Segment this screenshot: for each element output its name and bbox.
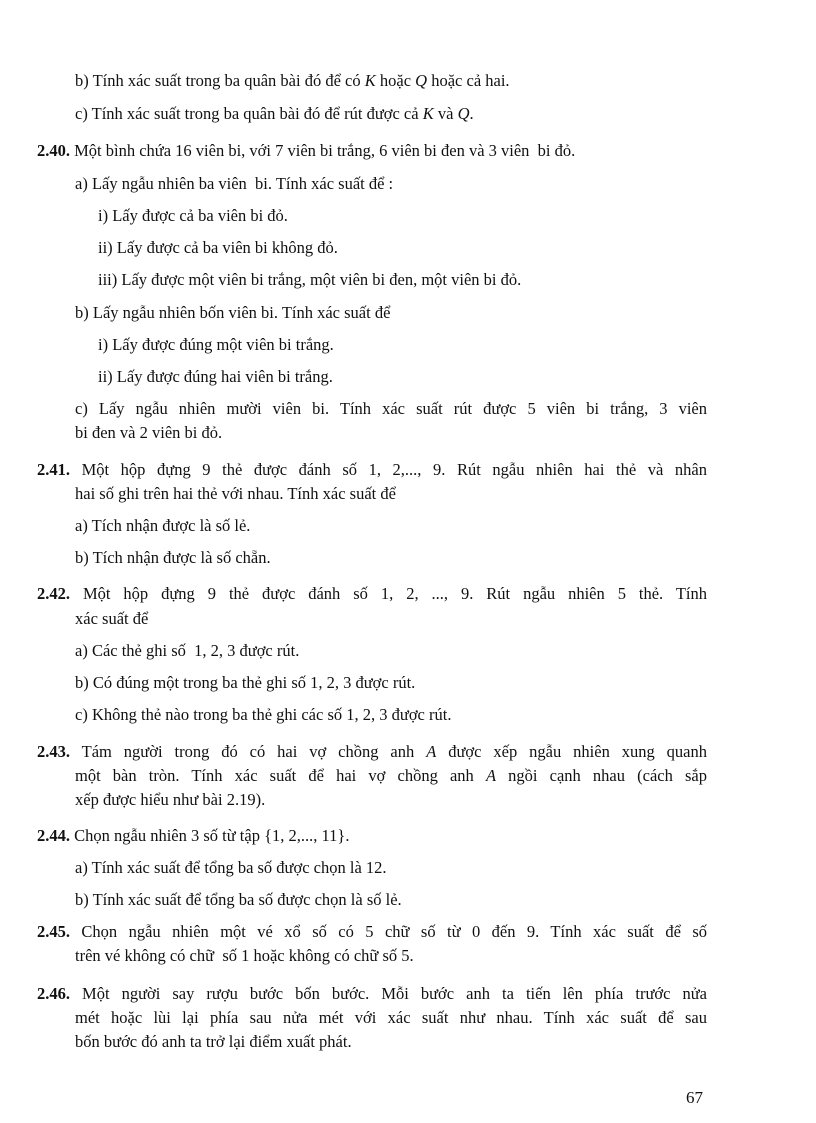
exercise-2-42-part-c: c) Không thẻ nào trong ba thẻ ghi các số 1, 2, 3 được rút. [75,705,452,724]
exercise-2-42-part-b: b) Có đúng một trong ba thẻ ghi số 1, 2, 3 được rút. [75,673,416,692]
exercise-2-40-a-i: i) Lấy được cả ba viên bi đỏ. [98,206,288,225]
exercise-2-40-statement: 2.40. Một bình chứa 16 viên bi, với 7 viên bi trắng, 6 viên bi đen và 3 viên bi đỏ. [37,141,576,160]
exercise-2-45-statement-cont: trên vé không có chữ số 1 hoặc không có chữ số 5. [75,946,414,965]
exercise-2-43-statement-end: xếp được hiểu như bài 2.19). [75,790,266,809]
exercise-2-46-statement-end: bốn bước đó anh ta trở lại điểm xuất phát. [75,1032,352,1051]
exercise-2-42-statement-cont: xác suất để [75,609,149,628]
exercise-2-42-statement: 2.42. Một hộp đựng 9 thẻ được đánh số 1, 2, ..., 9. Rút ngẫu nhiên 5 thẻ. Tính [37,584,707,603]
exercise-2-45-statement: 2.45. Chọn ngẫu nhiên một vé xổ số có 5 chữ số từ 0 đến 9. Tính xác suất để số [37,922,707,941]
exercise-2-44-part-a: a) Tính xác suất để tổng ba số được chọn là 12. [75,858,387,877]
exercise-2-40-part-a: a) Lấy ngẫu nhiên ba viên bi. Tính xác suất để : [75,174,394,193]
exercise-2-43-statement: 2.43. Tám người trong đó có hai vợ chồng anh A được xếp ngẫu nhiên xung quanh [37,742,708,761]
exercise-2-40-b-ii: ii) Lấy được đúng hai viên bi trắng. [98,367,333,386]
exercise-2-40-a-ii: ii) Lấy được cả ba viên bi không đỏ. [98,238,338,257]
exercise-2-40-part-b: b) Lấy ngẫu nhiên bốn viên bi. Tính xác suất để [75,303,391,322]
exercise-2-40-part-c: c) Lấy ngẫu nhiên mười viên bi. Tính xác suất rút được 5 viên bi trắng, 3 viên [75,399,707,418]
exercise-2-44-statement: 2.44. Chọn ngẫu nhiên 3 số từ tập {1, 2,..., 11}. [37,826,350,845]
exercise-2-40-b-i: i) Lấy được đúng một viên bi trắng. [98,335,334,354]
exercise-2-46-statement: 2.46. Một người say rượu bước bốn bước. Mỗi bước anh ta tiến lên phía trước nửa [37,984,707,1003]
exercise-2-43-statement-cont: một bàn tròn. Tính xác suất để hai vợ chồng anh A ngồi cạnh nhau (cách sắp [75,766,707,785]
page-number: 67 [686,1088,703,1107]
exercise-2-41-part-a: a) Tích nhận được là số lẻ. [75,516,251,535]
exercise-2-41-statement-cont: hai số ghi trên hai thẻ với nhau. Tính xác suất để [75,484,396,503]
exercise-2-41-part-b: b) Tích nhận được là số chẵn. [75,548,271,567]
exercise-2-39-part-b: b) Tính xác suất trong ba quân bài đó để có K hoặc Q hoặc cả hai. [75,71,510,90]
exercise-2-46-statement-cont: mét hoặc lùi lại phía sau nửa mét với xác suất như nhau. Tính xác suất để sau [75,1008,707,1027]
exercise-2-40-a-iii: iii) Lấy được một viên bi trắng, một viên bi đen, một viên bi đỏ. [98,270,522,289]
exercise-2-41-statement: 2.41. Một hộp đựng 9 thẻ được đánh số 1, 2,..., 9. Rút ngẫu nhiên hai thẻ và nhân [37,460,707,479]
exercise-2-39-part-c: c) Tính xác suất trong ba quân bài đó để rút được cả K và Q. [75,104,474,123]
exercise-2-44-part-b: b) Tính xác suất để tổng ba số được chọn là số lẻ. [75,890,402,909]
exercise-2-40-part-c-cont: bi đen và 2 viên bi đỏ. [75,423,223,442]
exercise-2-42-part-a: a) Các thẻ ghi số 1, 2, 3 được rút. [75,641,300,660]
